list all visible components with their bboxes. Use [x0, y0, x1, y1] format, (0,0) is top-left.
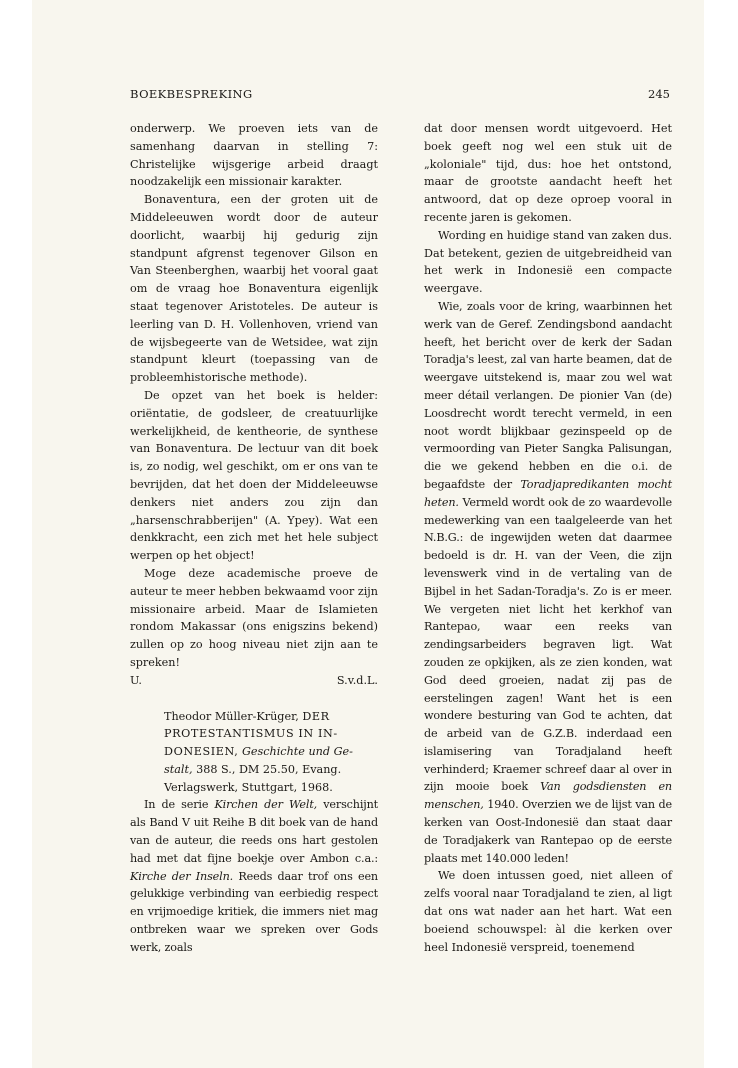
text-run: 1940. Overzien we de lijst van de kerken van Oost-Indonesië dan staat daar de Toradjakerk van Rantepao op de eerste plaats met 140.000 leden!	[424, 798, 672, 865]
bib-subtitle: stalt,	[164, 762, 193, 776]
text-run: Wie, zoals voor de kring, waarbinnen het werk van de Geref. Zendingsbond aandacht heeft, het bericht over de kerk der Sadan Toradja's leest, zal van harte beamen, dat de weergave uitstekend is, maar zou wel wat meer détail verlangen. De pionier Van (de) Loosdrecht wordt terecht vermeld, in een noot wordt blijkbaar gezinspeeld op de vermoording van Pieter Sangka Palisungan, die we gekend hebben en die o.i. de begaafdste der	[424, 299, 672, 491]
signature-initial: U.	[130, 673, 142, 687]
review-signature	[130, 672, 378, 690]
text-run: verschijnt als Band V uit Reihe B dit boek van de hand van de auteur, die reeds ons hart gestolen had met dat fijne boekje over Ambon c.a.:	[130, 798, 378, 865]
paragraph: dat door mensen wordt uitgevoerd. Het boek geeft nog wel een stuk uit de „koloniale" tijd, dus: hoe het ontstond, maar de grootste aandacht heeft het antwoord, dat op deze oproep vooral in recente jaren is gekomen.	[424, 122, 672, 224]
bib-details: 388 S., DM 25.50, Evang.	[196, 762, 342, 776]
bib-subtitle: Geschichte und Ge-	[241, 745, 353, 759]
book-page	[32, 0, 704, 1068]
paragraph: onderwerp. We proeven iets van de samenhang daarvan in stelling 7: Christelijke wijsgerige arbeid draagt noodzakelijk een missionair karakter.	[130, 122, 378, 189]
page-header	[130, 87, 670, 105]
right-column	[424, 120, 672, 956]
paragraph: De opzet van het boek is helder: oriëntatie, de godsleer, de creatuurlijke werkelijkheid, de kentheorie, de synthese van Bonaventura. De lectuur van dit boek is, zo nodig, wel geschikt, om er ons van te bevrijden, dat het doen der Middeleeuwse denkers niet anders zou zijn dan „harsenschrabberijen" (A. Ypey). Wat een denkkracht, een zich met het hele subject werpen op het object!	[130, 388, 378, 563]
text-run: Vermeld wordt ook de zo waardevolle medewerking van een taalgeleerde van het N.B.G.: de ingewijden weten dat daarmee bedoeld is dr. H. van der Veen, die zijn levenswerk vind in de vertaling van de Bijbel in het Sadan-Toradja's. Zo is er meer. We vergeten niet licht het kerkhof van Rantepao, waar een reeks van zendingsarbeiders begraven ligt. Wat zouden ze opkijken, als ze zien konden, wat God deed groeien, nadat zij pas de eerstelingen zagen! Want het is een wondere besturing van God te achten, dat de arbeid van de G.Z.B. inderdaad een islamisering van Toradjaland heeft verhinderd; Kraemer schreef daar al over in zijn mooie boek	[424, 495, 672, 794]
running-title: BOEKBESPREKING	[130, 87, 253, 101]
book-title: Kirche der Inseln.	[130, 869, 234, 883]
book-title: Van godsdiensten en menschen,	[424, 780, 672, 812]
paragraph	[130, 796, 378, 956]
page-number: 245	[648, 87, 670, 101]
bibliographic-entry	[164, 708, 378, 797]
bib-line	[164, 743, 378, 761]
paragraph	[424, 298, 672, 868]
bib-author: Theodor Müller-Krüger,	[164, 709, 299, 723]
paragraph: Bonaventura, een der groten uit de Middeleeuwen wordt door de auteur doorlicht, waarbij hij gedurig zijn standpunt afgrenst tegenover Gilson en Van Steenberghen, waarbij het vooral gaat om de vraag hoe Bonaventura eigenlijk staat tegenover Aristoteles. De auteur is leerling van D. H. Vollenhoven, vriend van de wijsbegeerte van de Wetsidee, wat zijn standpunt kleurt (toepassing van de probleemhistorische methode).	[130, 193, 378, 385]
bib-line	[164, 708, 378, 726]
bib-publisher: Verlagswerk, Stuttgart, 1968.	[164, 780, 333, 794]
bib-title: DONESIEN,	[164, 745, 239, 759]
paragraph: Moge deze academische proeve de auteur te meer hebben bekwaamd voor zijn missionaire arbeid. Maar de Islamieten rondom Makassar (ons enigszins bekend) zullen op zo hoog niveau niet zijn aan te spreken!	[130, 566, 378, 669]
bib-title: PROTESTANTISMUS IN IN-	[164, 727, 338, 741]
bib-line	[164, 761, 378, 779]
emphasis: Toradjapredikanten mocht heten.	[424, 477, 673, 509]
series-title: Kirchen der Welt,	[214, 798, 318, 812]
signature-reviewer: S.v.d.L.	[336, 673, 378, 687]
paragraph: We doen intussen goed, niet alleen of zelfs vooral naar Toradjaland te zien, al ligt dat ons wat nader aan het hart. Wat een boeiend schouwspel: àl die kerken over heel Indonesië verspreid, toenemend	[424, 869, 672, 954]
left-column	[130, 120, 378, 957]
text-run: Reeds daar trof ons een gelukkige verbinding van eerbiedig respect en vrijmoedige kritiek, die immers niet mag ontbreken waar we spreken over Gods werk, zoals	[130, 869, 378, 954]
text-run: In de serie	[144, 798, 215, 812]
paragraph: Wording en huidige stand van zaken dus. Dat betekent, gezien de uitgebreidheid van het werk in Indonesië een compacte weergave.	[424, 228, 672, 296]
bib-title: DER	[302, 709, 330, 723]
